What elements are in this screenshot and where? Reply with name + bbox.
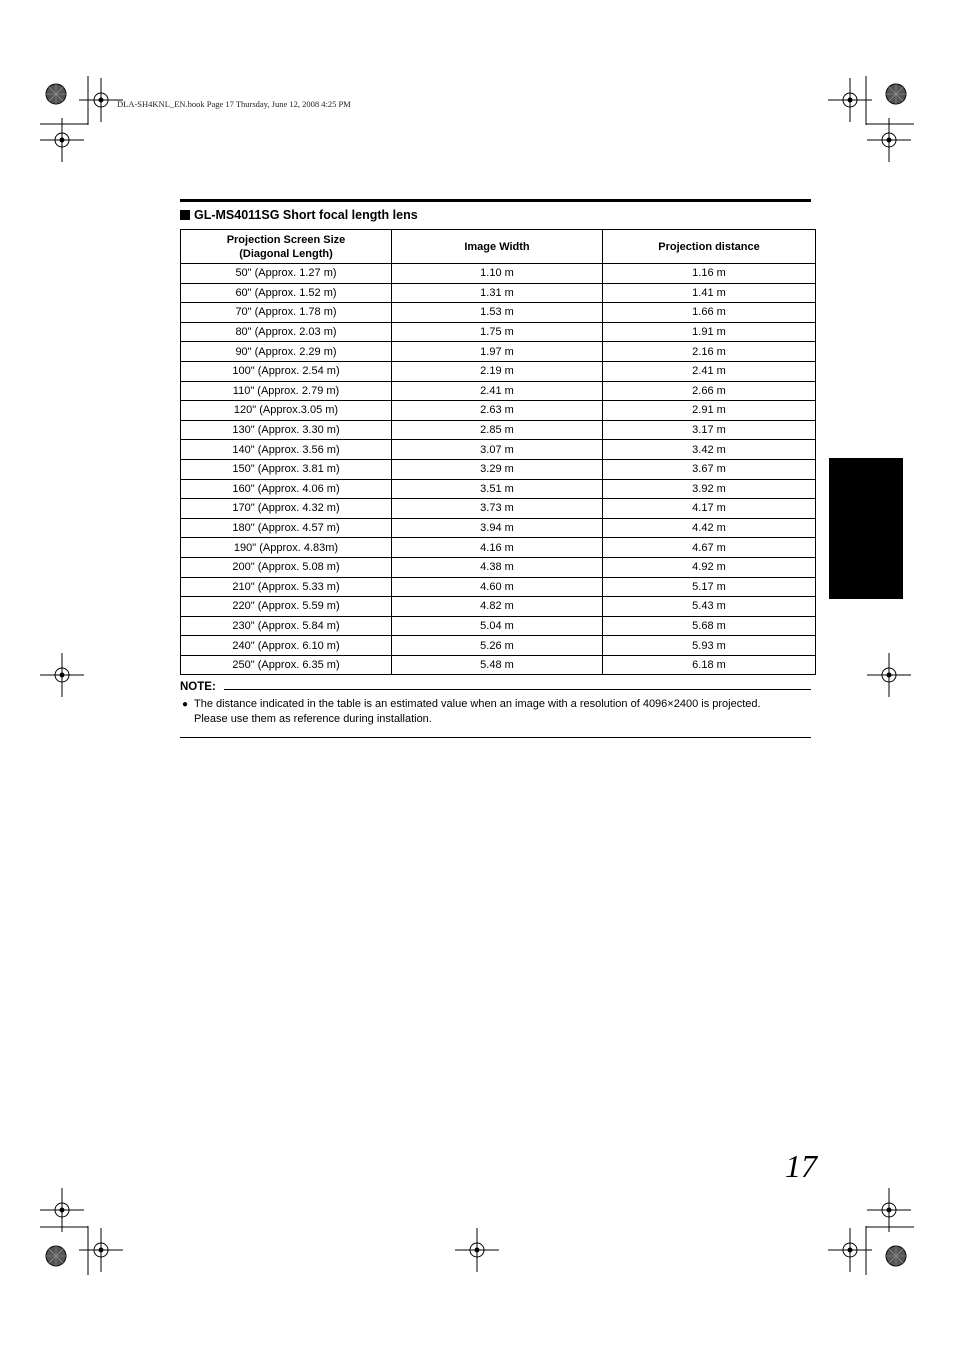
- cell-image-width: 1.53 m: [392, 303, 603, 323]
- cell-projection-distance: 5.68 m: [603, 616, 816, 636]
- cell-screen-size: 160" (Approx. 4.06 m): [181, 479, 392, 499]
- cell-projection-distance: 4.17 m: [603, 499, 816, 519]
- cell-screen-size: 240" (Approx. 6.10 m): [181, 636, 392, 656]
- cell-projection-distance: 4.92 m: [603, 557, 816, 577]
- header-screen-size-line1: Projection Screen Size: [226, 233, 346, 246]
- cell-screen-size: 90" (Approx. 2.29 m): [181, 342, 392, 362]
- table-header-row: [181, 230, 816, 264]
- cell-screen-size: 140" (Approx. 3.56 m): [181, 440, 392, 460]
- cell-screen-size: 100" (Approx. 2.54 m): [181, 361, 392, 381]
- cell-projection-distance: 1.41 m: [603, 283, 816, 303]
- table-row: [181, 538, 816, 558]
- cell-image-width: 3.73 m: [392, 499, 603, 519]
- table-row: [181, 322, 816, 342]
- cell-projection-distance: 5.43 m: [603, 597, 816, 617]
- cell-image-width: 3.94 m: [392, 518, 603, 538]
- table-row: [181, 361, 816, 381]
- cell-projection-distance: 6.18 m: [603, 655, 816, 675]
- table-row: [181, 597, 816, 617]
- header-image-width: Image Width: [392, 230, 603, 264]
- cell-projection-distance: 3.67 m: [603, 459, 816, 479]
- registration-mark-bottom-center-icon: [455, 1228, 499, 1272]
- cell-screen-size: 60" (Approx. 1.52 m): [181, 283, 392, 303]
- header-screen-size: [181, 230, 392, 264]
- table-row: [181, 636, 816, 656]
- cell-projection-distance: 2.66 m: [603, 381, 816, 401]
- cell-screen-size: 250" (Approx. 6.35 m): [181, 655, 392, 675]
- cell-screen-size: 150" (Approx. 3.81 m): [181, 459, 392, 479]
- cell-screen-size: 200" (Approx. 5.08 m): [181, 557, 392, 577]
- note-body: [182, 697, 812, 727]
- cell-image-width: 1.31 m: [392, 283, 603, 303]
- section-title: [180, 208, 418, 222]
- cell-projection-distance: 2.91 m: [603, 401, 816, 421]
- cell-projection-distance: 1.16 m: [603, 264, 816, 284]
- table-row: [181, 459, 816, 479]
- cell-screen-size: 230" (Approx. 5.84 m): [181, 616, 392, 636]
- registration-mark-top-left-icon: [40, 78, 123, 162]
- registration-mark-top-right-icon: [828, 78, 911, 162]
- cell-image-width: 1.75 m: [392, 322, 603, 342]
- table-row: [181, 303, 816, 323]
- table-row: [181, 420, 816, 440]
- table-row: [181, 518, 816, 538]
- cell-image-width: 3.51 m: [392, 479, 603, 499]
- projection-distance-table: [180, 229, 816, 675]
- header-screen-size-line2: (Diagonal Length): [239, 247, 333, 260]
- cell-projection-distance: 4.42 m: [603, 518, 816, 538]
- cell-image-width: 4.38 m: [392, 557, 603, 577]
- cell-projection-distance: 2.41 m: [603, 361, 816, 381]
- cell-screen-size: 70" (Approx. 1.78 m): [181, 303, 392, 323]
- cell-image-width: 3.07 m: [392, 440, 603, 460]
- section-top-rule: [180, 199, 811, 202]
- cell-image-width: 5.04 m: [392, 616, 603, 636]
- cell-screen-size: 110" (Approx. 2.79 m): [181, 381, 392, 401]
- cell-projection-distance: 1.66 m: [603, 303, 816, 323]
- cell-screen-size: 80" (Approx. 2.03 m): [181, 322, 392, 342]
- table-row: [181, 499, 816, 519]
- registration-mark-bottom-right-icon: [828, 1188, 911, 1272]
- page-number: 17: [785, 1148, 817, 1184]
- cell-image-width: 3.29 m: [392, 459, 603, 479]
- cell-screen-size: 130" (Approx. 3.30 m): [181, 420, 392, 440]
- cell-image-width: 4.60 m: [392, 577, 603, 597]
- cell-image-width: 2.85 m: [392, 420, 603, 440]
- cell-screen-size: 190" (Approx. 4.83m): [181, 538, 392, 558]
- cell-image-width: 1.10 m: [392, 264, 603, 284]
- cell-projection-distance: 4.67 m: [603, 538, 816, 558]
- cell-projection-distance: 3.92 m: [603, 479, 816, 499]
- bullet-icon: ●: [182, 699, 189, 710]
- cell-projection-distance: 2.16 m: [603, 342, 816, 362]
- note-bottom-rule: [180, 737, 811, 738]
- chapter-side-tab: [829, 458, 903, 599]
- table-row: [181, 264, 816, 284]
- cell-screen-size: 210" (Approx. 5.33 m): [181, 577, 392, 597]
- note-rule: [224, 689, 811, 690]
- cell-image-width: 2.41 m: [392, 381, 603, 401]
- cell-screen-size: 180" (Approx. 4.57 m): [181, 518, 392, 538]
- table-row: [181, 655, 816, 675]
- cell-projection-distance: 3.42 m: [603, 440, 816, 460]
- table-row: [181, 283, 816, 303]
- note-line-1: The distance indicated in the table is an estimated value when an image with a resolution of 4096×2400 is projected.: [194, 698, 761, 710]
- table-row: [181, 342, 816, 362]
- cell-image-width: 4.16 m: [392, 538, 603, 558]
- note-label: NOTE:: [180, 681, 216, 693]
- cell-image-width: 1.97 m: [392, 342, 603, 362]
- cell-projection-distance: 1.91 m: [603, 322, 816, 342]
- table-row: [181, 381, 816, 401]
- table-row: [181, 401, 816, 421]
- cell-projection-distance: 5.17 m: [603, 577, 816, 597]
- table-row: [181, 440, 816, 460]
- table-body: [181, 264, 816, 675]
- cell-image-width: 2.19 m: [392, 361, 603, 381]
- registration-mark-mid-right-icon: [867, 653, 911, 697]
- cell-screen-size: 120" (Approx.3.05 m): [181, 401, 392, 421]
- registration-mark-bottom-left-icon: [40, 1188, 123, 1272]
- square-bullet-icon: [180, 210, 190, 220]
- table-row: [181, 577, 816, 597]
- cell-projection-distance: 3.17 m: [603, 420, 816, 440]
- print-header-line: DLA-SH4KNL_EN.book Page 17 Thursday, June 12, 2008 4:25 PM: [117, 99, 351, 109]
- cell-image-width: 4.82 m: [392, 597, 603, 617]
- cell-screen-size: 220" (Approx. 5.59 m): [181, 597, 392, 617]
- section-title-text: GL-MS4011SG Short focal length lens: [194, 208, 418, 222]
- cell-screen-size: 50" (Approx. 1.27 m): [181, 264, 392, 284]
- cell-projection-distance: 5.93 m: [603, 636, 816, 656]
- note-line-2: Please use them as reference during installation.: [194, 713, 432, 725]
- table-row: [181, 557, 816, 577]
- registration-mark-mid-left-icon: [40, 653, 84, 697]
- cell-screen-size: 170" (Approx. 4.32 m): [181, 499, 392, 519]
- cell-image-width: 5.26 m: [392, 636, 603, 656]
- cell-image-width: 2.63 m: [392, 401, 603, 421]
- table-row: [181, 616, 816, 636]
- table-row: [181, 479, 816, 499]
- cell-image-width: 5.48 m: [392, 655, 603, 675]
- header-projection-distance: Projection distance: [603, 230, 816, 264]
